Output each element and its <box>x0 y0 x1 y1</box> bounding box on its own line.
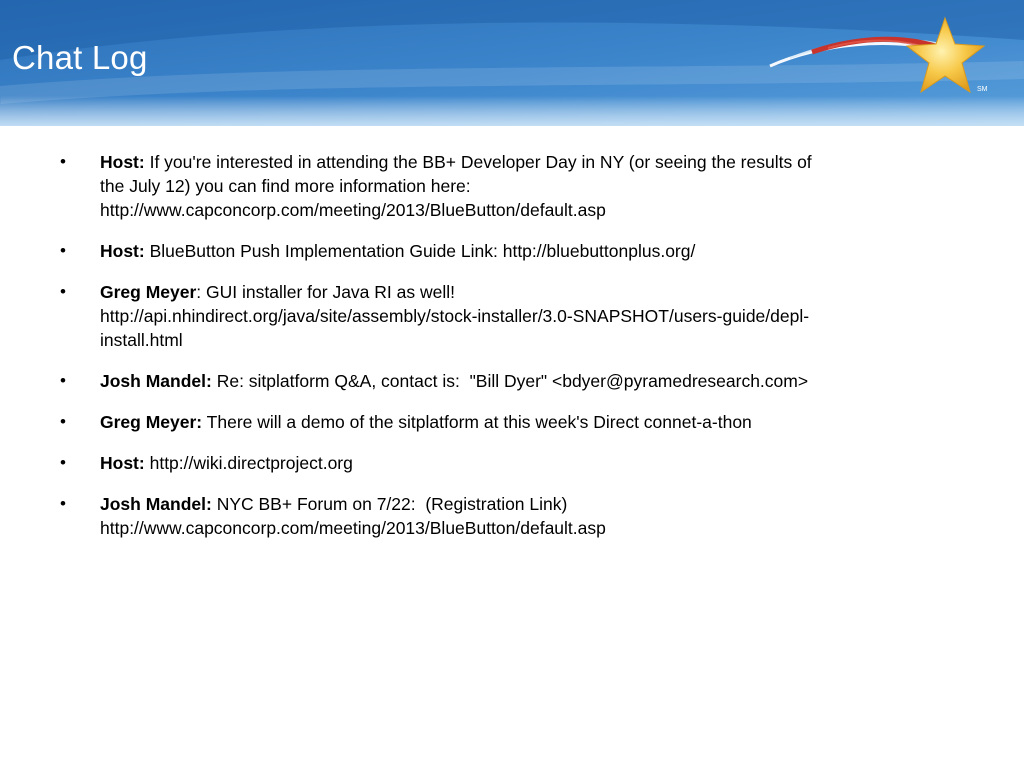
chat-speaker: Host: <box>100 241 145 261</box>
bullet-dot: • <box>60 412 66 431</box>
chat-speaker: Josh Mandel: <box>100 494 212 514</box>
chat-message-line <box>100 304 970 328</box>
page-title: Chat Log <box>12 39 148 76</box>
chat-message-line <box>100 280 970 304</box>
chat-speaker: Host: <box>100 453 145 473</box>
chat-speaker: Greg Meyer <box>100 282 197 302</box>
chat-message <box>60 150 970 222</box>
chat-message <box>60 492 970 540</box>
chat-message-body <box>100 451 970 475</box>
bullet-dot: • <box>60 282 66 301</box>
chat-message-text: http://www.capconcorp.com/meeting/2013/BlueButton/default.asp <box>100 200 606 220</box>
chat-message-text: GUI installer for Java RI as well! <box>206 282 455 302</box>
chat-message-line <box>100 328 970 352</box>
chat-message-body <box>100 492 970 540</box>
bullet-dot: • <box>60 371 66 390</box>
chat-message-text: the July 12) you can find more information here: <box>100 176 471 196</box>
chat-message-body <box>100 410 970 434</box>
chat-separator: : <box>196 282 207 302</box>
chat-message-line <box>100 239 970 263</box>
chat-speaker: Greg Meyer: <box>100 412 203 432</box>
chat-message-text: http://wiki.directproject.org <box>149 453 353 473</box>
chat-message-line <box>100 174 970 198</box>
bullet-dot: • <box>60 241 66 260</box>
chat-message-body <box>100 239 970 263</box>
bullet-dot: • <box>60 152 66 171</box>
chat-message-line <box>100 150 970 174</box>
chat-message <box>60 410 970 434</box>
chat-message-text: Re: sitplatform Q&A, contact is: "Bill Dyer" <bdyer@pyramedresearch.com> <box>216 371 809 391</box>
chat-message-text: There will a demo of the sitplatform at this week's Direct connet-a-thon <box>206 412 752 432</box>
chat-message-text: If you're interested in attending the BB+ Developer Day in NY (or seeing the results of <box>149 152 812 172</box>
chat-message-body <box>100 369 970 393</box>
chat-message-body <box>100 150 970 222</box>
chat-message-line <box>100 410 970 434</box>
chat-message-text: http://www.capconcorp.com/meeting/2013/BlueButton/default.asp <box>100 518 606 538</box>
chat-message-text: http://api.nhindirect.org/java/site/assembly/stock-installer/3.0-SNAPSHOT/users-guide/depl- <box>100 306 810 326</box>
service-mark: SM <box>977 86 988 93</box>
chat-message-text: install.html <box>100 330 183 350</box>
chat-message <box>60 369 970 393</box>
chat-message-line <box>100 198 970 222</box>
bullet-dot: • <box>60 453 66 472</box>
chat-message-line <box>100 492 970 516</box>
chat-message-text: NYC BB+ Forum on 7/22: (Registration Link) <box>216 494 568 514</box>
chat-log-list <box>60 150 970 557</box>
chat-message <box>60 280 970 352</box>
chat-message-body <box>100 280 970 352</box>
chat-message-line <box>100 451 970 475</box>
bullet-dot: • <box>60 494 66 513</box>
header-banner <box>0 0 1024 126</box>
chat-message <box>60 451 970 475</box>
chat-message-line <box>100 369 970 393</box>
chat-speaker: Host: <box>100 152 145 172</box>
header-background <box>0 0 1024 126</box>
chat-message-text: BlueButton Push Implementation Guide Link: http://bluebuttonplus.org/ <box>149 241 696 261</box>
chat-speaker: Josh Mandel: <box>100 371 212 391</box>
chat-message-line <box>100 516 970 540</box>
chat-message <box>60 239 970 263</box>
